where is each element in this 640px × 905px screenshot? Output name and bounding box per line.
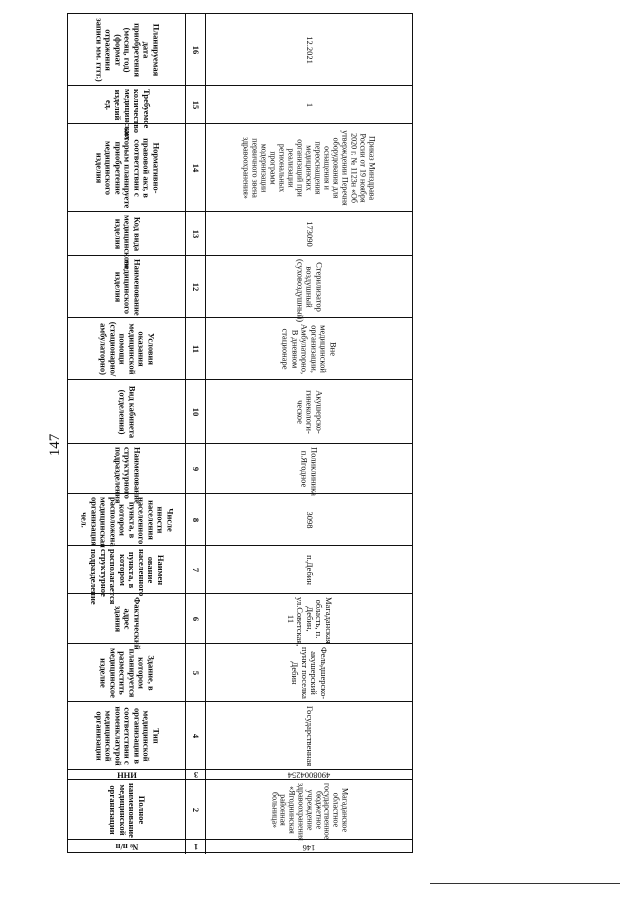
- column-number: 7: [190, 567, 201, 572]
- column-value-cell: [206, 494, 412, 545]
- column-number-cell: [186, 770, 206, 779]
- column-value: Поликлиника п.Ягодное: [300, 446, 320, 496]
- column-header: Числе нности населения населенного пункта, в котором расположена медицинская организация чел.: [79, 496, 175, 548]
- column-value-cell: [206, 256, 412, 322]
- column-value: Приказ Минздрава России от 19 ноября 2020 г. № 1123н «Об утверждении Перечня оборудования для оснащения и переоснащения медицинских организаций при реализации региональных программ модернизации первичного звена здравоохранения»: [241, 129, 377, 206]
- column-value-cell: [206, 124, 412, 211]
- column-number-cell: [186, 124, 206, 211]
- column-header-cell: [68, 380, 186, 443]
- column-header: ИНН: [116, 770, 137, 780]
- column-header-cell: [68, 494, 186, 548]
- column-value: Стерилизатор воздушный (суховоздушный): [295, 258, 325, 322]
- column-header: Вид кабинета (отделения): [117, 385, 137, 438]
- column-header: Требуемое количество медицинских изделий ед.: [103, 88, 152, 140]
- column-value-cell: [206, 546, 412, 593]
- column-number: 4: [190, 733, 201, 738]
- column-number: 5: [190, 670, 201, 675]
- column-value-cell: [206, 644, 412, 701]
- column-header: Фактический адрес здания: [112, 596, 142, 650]
- table-column: [68, 256, 412, 322]
- table-column: [68, 86, 412, 140]
- column-number: 15: [190, 100, 201, 109]
- column-number: 9: [190, 466, 201, 471]
- footer-divider: [430, 883, 620, 884]
- column-number: 16: [190, 45, 201, 54]
- column-value-cell: [206, 840, 412, 854]
- column-number-cell: [186, 212, 206, 255]
- column-header-cell: [68, 780, 186, 839]
- column-number-cell: [186, 546, 206, 593]
- column-number: 6: [190, 616, 201, 621]
- column-header: Здание, в котором планируется разместить медицинское изделие: [98, 647, 156, 698]
- column-value: Государственная: [304, 705, 315, 766]
- table-column: [68, 212, 412, 269]
- column-value: 3098: [304, 511, 315, 528]
- column-number: 10: [190, 407, 201, 416]
- column-number-cell: [186, 318, 206, 379]
- column-header-cell: [68, 86, 186, 140]
- column-number-cell: [186, 780, 206, 839]
- column-header-cell: [68, 644, 186, 701]
- column-value: п.Дебин: [304, 554, 315, 585]
- table-column: [68, 318, 412, 380]
- column-number: 1: [193, 842, 198, 852]
- column-number-cell: [186, 444, 206, 493]
- table-column: [68, 124, 412, 212]
- table-column: [68, 494, 412, 546]
- column-number: 2: [190, 807, 201, 812]
- column-value-cell: [206, 86, 412, 123]
- table-column: [68, 702, 412, 770]
- column-number-cell: [186, 14, 206, 85]
- column-value-cell: [206, 212, 412, 255]
- table-column: [68, 14, 412, 86]
- column-header-cell: [68, 212, 186, 269]
- column-value: Фельдшерско-акушерский пункт поселка Дебин: [290, 646, 329, 699]
- column-header-cell: [68, 444, 186, 504]
- column-value-cell: [206, 594, 412, 646]
- column-header: Полное наименование медицинской организации: [108, 782, 147, 838]
- column-value: 4908004254: [287, 770, 331, 780]
- table-column: [68, 380, 412, 444]
- column-header-cell: [68, 770, 186, 779]
- column-number-cell: [186, 594, 206, 643]
- table-column: [68, 840, 412, 854]
- page-number: 147: [47, 433, 63, 457]
- column-number-cell: [186, 494, 206, 545]
- column-number: 13: [190, 229, 201, 238]
- column-value-cell: [206, 380, 412, 443]
- table-column: [68, 546, 412, 605]
- column-number: 12: [190, 282, 201, 291]
- column-header: Наименование медицинского изделия: [112, 258, 142, 316]
- column-header-cell: [68, 702, 186, 769]
- column-number-cell: [186, 840, 206, 854]
- column-header-cell: [68, 124, 186, 211]
- column-number-cell: [186, 86, 206, 123]
- column-header-cell: [68, 546, 186, 605]
- column-value: 12.2021: [304, 35, 315, 64]
- column-header: Нормативно- правовой акт, в соответствии с которым планируете приобретение медицинского изделия: [93, 127, 161, 208]
- column-value-cell: [206, 318, 412, 379]
- column-header: Планируемая дата приобретения (месяц, год) (формат отражения записи мм. гггг.): [93, 17, 161, 82]
- table-column: [68, 770, 412, 780]
- column-header-cell: [68, 594, 186, 650]
- column-header: № п/п: [115, 842, 138, 852]
- column-value-cell: [206, 444, 412, 496]
- column-value-cell: [206, 780, 412, 839]
- column-value: 173090: [304, 220, 315, 247]
- column-value: 1: [304, 102, 315, 107]
- column-value-cell: [206, 702, 412, 769]
- equipment-table: [67, 13, 413, 853]
- column-header: Наименование структурного подразделения: [112, 446, 142, 504]
- column-value-cell: [206, 770, 412, 779]
- column-header: Код вида медицинского изделия: [112, 214, 142, 269]
- column-number: 3: [193, 769, 198, 780]
- table-column: [68, 644, 412, 702]
- column-value: Вне медицинской организации, Амбулаторно, В дневном стационаре: [281, 323, 339, 374]
- column-header: Условия оказания медицинской помощи (стационарно/амбулаторно): [98, 321, 156, 376]
- column-number: 8: [190, 517, 201, 522]
- table-column: [68, 444, 412, 504]
- column-value: 146: [302, 842, 316, 853]
- column-header-cell: [68, 14, 186, 85]
- table-column: [68, 780, 412, 840]
- column-header-cell: [68, 840, 186, 854]
- column-header-cell: [68, 256, 186, 317]
- column-number-cell: [186, 256, 206, 317]
- column-number-cell: [186, 380, 206, 443]
- column-value: Магаданское областное государственное бюджетное учреждение здравоохранения «Ягоднинская районная больница»: [270, 782, 350, 841]
- column-value-cell: [206, 14, 412, 85]
- column-number-cell: [186, 644, 206, 701]
- column-number-cell: [186, 702, 206, 769]
- column-number: 14: [190, 163, 201, 172]
- column-value: Магаданская область, п. Дебин, ул.Советская, 11: [285, 596, 334, 646]
- column-header-cell: [68, 318, 186, 379]
- column-header: Тип медицинской организации в соответствии с номенклатурой медицинской организации: [93, 705, 161, 766]
- column-value: Акушерско-гинекологи-ческое: [295, 389, 325, 434]
- table-column: [68, 594, 412, 650]
- column-number: 11: [190, 344, 201, 353]
- column-header: Наимен ование населенного пункта, в котором располагается структурное подразделение: [89, 548, 166, 605]
